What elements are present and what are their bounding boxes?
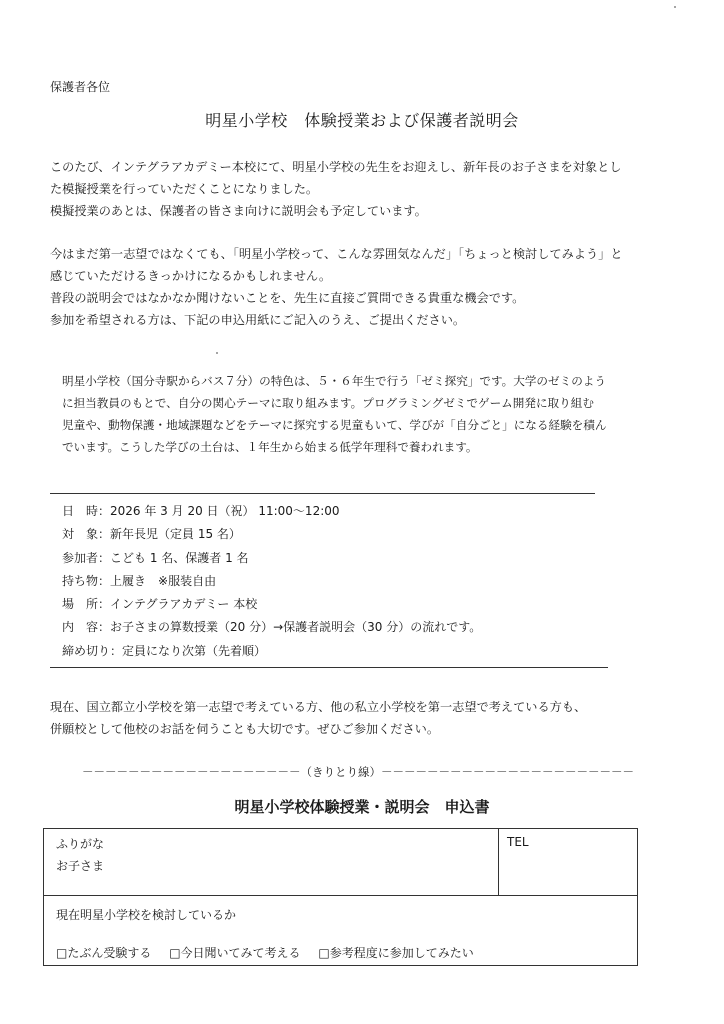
detail-content [62, 616, 481, 639]
option-decide-today[interactable] [169, 946, 300, 960]
invitation-line: 普段の説明会ではなかなか聞けないことを、先生に直接ご質問できる貴重な機会です。 [50, 291, 525, 305]
detail-label: 日 時： [62, 504, 111, 518]
detail-value: 上履き ※服装自由 [110, 573, 217, 588]
detail-value: こども 1 名、保護者 1 名 [110, 550, 249, 565]
detail-label: 場 所： [62, 597, 111, 612]
detail-label: 締め切り： [62, 643, 123, 658]
detail-deadline [62, 640, 481, 663]
detail-value: 2026 年 3 月 20 日（祝） 11:00〜12:00 [110, 504, 340, 518]
child-name-field[interactable] [44, 829, 499, 896]
closing-paragraph [50, 696, 690, 740]
intro-line: 模擬授業のあとは、保護者の皆さま向けに説明会も予定しています。 [50, 204, 427, 218]
feature-line: 児童や、動物保護・地域課題などをテーマに探究する児童もいて、学びが「自分ごと」になる経験を積ん [62, 418, 607, 432]
detail-value: 定員になり次第（先着順） [122, 643, 267, 658]
detail-label: 持ち物： [62, 573, 111, 588]
checkbox[interactable]: □ [56, 946, 68, 960]
detail-value: 新年長児（定員 15 名） [110, 527, 241, 542]
addressee: 保護者各位 [50, 80, 111, 94]
option-label: 参考程度に参加してみたい [329, 946, 474, 960]
detail-belongings [62, 570, 481, 593]
checkbox[interactable]: □ [169, 946, 181, 960]
option-label: 今日聞いてみて考える [180, 946, 301, 960]
closing-line: 現在、国立都立小学校を第一志望で考えている方、他の私立小学校を第一志望で考えている方も、 [50, 700, 587, 714]
tel-field[interactable] [499, 829, 637, 896]
checkbox[interactable]: □ [318, 946, 330, 960]
details-divider-bottom [50, 667, 608, 668]
closing-line: 併願校として他校のお話を伺うことも大切です。ぜひご参加ください。 [50, 722, 440, 736]
detail-value: インテグラアカデミー 本校 [110, 597, 258, 612]
child-label: お子さま [56, 859, 105, 873]
tel-label: TEL [507, 835, 529, 849]
intro-paragraph [50, 156, 680, 222]
intro-line: た模擬授業を行っていただくことになりました。 [50, 182, 319, 196]
school-feature-paragraph [62, 370, 642, 458]
cut-line: －－－－－－－－－－－－－－－－－－－（きりとり線）－－－－－－－－－－－－－－－－－－－－－－ [82, 765, 634, 779]
consideration-options [56, 944, 488, 961]
consideration-question: 現在明星小学校を検討しているか [56, 908, 237, 922]
option-will-apply[interactable] [56, 946, 151, 960]
details-divider-top [50, 493, 595, 494]
detail-target [62, 523, 481, 546]
scan-speck [674, 6, 676, 8]
detail-location [62, 593, 481, 616]
feature-line: 明星小学校（国分寺駅からバス７分）の特色は、５・６年生で行う「ゼミ探究」です。大学のゼミのよう [62, 374, 606, 388]
detail-date [62, 500, 481, 523]
option-label: たぶん受験する [67, 946, 152, 960]
detail-label: 参加者： [62, 550, 111, 565]
detail-participants [62, 547, 481, 570]
invitation-line: 参加を希望される方は、下記の申込用紙にご記入のうえ、ご提出ください。 [50, 313, 466, 327]
feature-line: に担当教員のもとで、自分の関心テーマに取り組みます。プログラミングゼミでゲーム開発に取り組む [62, 396, 594, 410]
scan-speck [216, 352, 218, 354]
invitation-paragraph [50, 243, 680, 331]
application-form [43, 828, 638, 966]
event-details [62, 500, 481, 663]
detail-value: お子さまの算数授業（20 分）→保護者説明会（30 分）の流れです。 [110, 620, 482, 635]
feature-line: でいます。こうした学びの土台は、１年生から始まる低学年理科で養われます。 [62, 440, 478, 454]
intro-line: このたび、インテグラアカデミー本校にて、明星小学校の先生をお迎えし、新年長のお子さまを対象とし [50, 160, 622, 174]
option-reference-only[interactable] [318, 946, 473, 960]
detail-label: 対 象： [62, 527, 111, 542]
document-title: 明星小学校 体験授業および保護者説明会 [205, 111, 519, 130]
furigana-label: ふりがな [56, 837, 105, 851]
invitation-line: 今はまだ第一志望ではなくても、「明星小学校って、こんな雰囲気なんだ」「ちょっと検討してみよう」と [50, 247, 623, 261]
detail-label: 内 容： [62, 620, 111, 635]
invitation-line: 感じていただけるきっかけになるかもしれません。 [50, 269, 332, 283]
form-title: 明星小学校体験授業・説明会 申込書 [234, 798, 490, 816]
